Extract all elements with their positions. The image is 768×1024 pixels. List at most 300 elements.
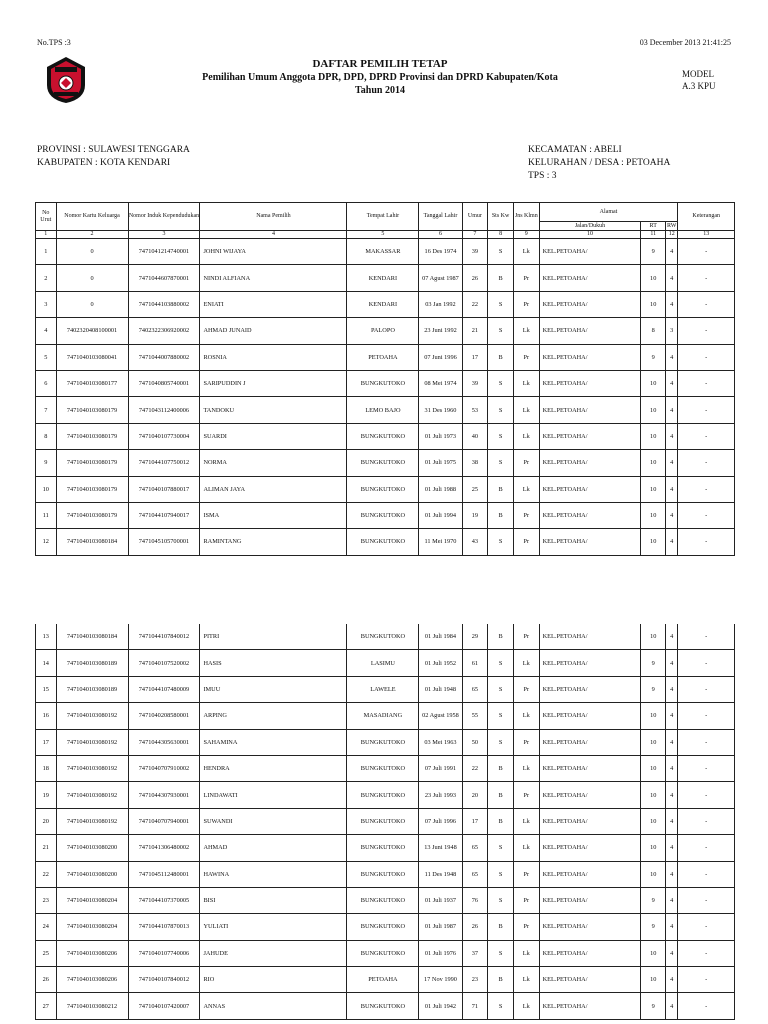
cell-keterangan: - (678, 370, 735, 396)
cell-jns-klmn: Pr (513, 861, 539, 887)
cell-tempat-lahir: BUNGKUTOKO (347, 914, 419, 940)
cell-nik: 7471041306480002 (128, 835, 200, 861)
cell-no: 12 (36, 529, 57, 555)
header-rt: RT (641, 222, 666, 231)
header-umur: Umur (462, 203, 488, 231)
cell-tempat-lahir: BUNGKUTOKO (347, 529, 419, 555)
cell-nik: 7471045112480001 (128, 861, 200, 887)
cell-keterangan: - (678, 291, 735, 317)
cell-tanggal-lahir: 01 Juli 1948 (419, 676, 462, 702)
cell-sts-kw: S (488, 370, 514, 396)
cell-alamat: KEL.PETOAHA/ (539, 624, 641, 650)
cell-jns-klmn: Pr (513, 887, 539, 913)
cell-nama: LINDAWATI (200, 782, 347, 808)
cell-nomor-kk: 7471040103080192 (56, 808, 128, 834)
cell-umur: 22 (462, 291, 488, 317)
cell-umur: 22 (462, 755, 488, 781)
cell-jns-klmn: Pr (513, 729, 539, 755)
cell-no: 1 (36, 239, 57, 265)
cell-rw: 4 (666, 967, 678, 993)
cell-tanggal-lahir: 01 Juli 1987 (419, 914, 462, 940)
cell-keterangan: - (678, 835, 735, 861)
cell-keterangan: - (678, 993, 735, 1019)
cell-rt: 10 (641, 703, 666, 729)
header-tempat-lahir: Tempat Lahir (347, 203, 419, 231)
cell-nama: ALIMAN JAYA (200, 476, 347, 502)
cell-alamat: KEL.PETOAHA/ (539, 993, 641, 1019)
cell-keterangan: - (678, 476, 735, 502)
cell-nik: 7471044107480009 (128, 676, 200, 702)
cell-nik: 7471044107870013 (128, 914, 200, 940)
cell-jns-klmn: Lk (513, 808, 539, 834)
cell-nama: RAMINTANG (200, 529, 347, 555)
cell-nama: ISMA (200, 502, 347, 528)
cell-tanggal-lahir: 01 Juli 1975 (419, 450, 462, 476)
cell-rw: 4 (666, 729, 678, 755)
cell-nomor-kk: 7471040103080179 (56, 450, 128, 476)
cell-rw: 4 (666, 239, 678, 265)
column-number: 9 (513, 231, 539, 239)
cell-rt: 10 (641, 291, 666, 317)
cell-nomor-kk: 7471040103080179 (56, 397, 128, 423)
cell-tempat-lahir: BUNGKUTOKO (347, 861, 419, 887)
cell-rw: 4 (666, 502, 678, 528)
cell-alamat: KEL.PETOAHA/ (539, 529, 641, 555)
cell-rw: 4 (666, 529, 678, 555)
header-no-urut: No Urut (36, 203, 57, 231)
cell-umur: 65 (462, 835, 488, 861)
cell-keterangan: - (678, 887, 735, 913)
cell-sts-kw: S (488, 650, 514, 676)
cell-nama: IMUU (200, 676, 347, 702)
cell-keterangan: - (678, 940, 735, 966)
cell-tanggal-lahir: 01 Juli 1976 (419, 940, 462, 966)
cell-no: 26 (36, 967, 57, 993)
header-nomor-kk: Nomor Kartu Keluarga (56, 203, 128, 231)
cell-no: 25 (36, 940, 57, 966)
cell-nik: 7471040208580001 (128, 703, 200, 729)
cell-rw: 4 (666, 703, 678, 729)
cell-no: 16 (36, 703, 57, 729)
cell-jns-klmn: Lk (513, 370, 539, 396)
cell-rw: 4 (666, 476, 678, 502)
cell-nama: AHMAD (200, 835, 347, 861)
cell-rw: 4 (666, 370, 678, 396)
document-year: Tahun 2014 (355, 85, 405, 96)
cell-umur: 29 (462, 624, 488, 650)
cell-sts-kw: S (488, 397, 514, 423)
cell-tempat-lahir: BUNGKUTOKO (347, 624, 419, 650)
cell-alamat: KEL.PETOAHA/ (539, 808, 641, 834)
cell-rt: 10 (641, 265, 666, 291)
cell-nama: YULIATI (200, 914, 347, 940)
kelurahan-label: KELURAHAN / DESA : PETOAHA (528, 158, 671, 168)
cell-alamat: KEL.PETOAHA/ (539, 676, 641, 702)
cell-nomor-kk: 7471040103080212 (56, 993, 128, 1019)
cell-tempat-lahir: LEMO BAJO (347, 397, 419, 423)
cell-umur: 20 (462, 782, 488, 808)
table-row (36, 887, 735, 913)
cell-rw: 4 (666, 344, 678, 370)
cell-rw: 4 (666, 397, 678, 423)
cell-nik: 7471044607870001 (128, 265, 200, 291)
cell-umur: 65 (462, 861, 488, 887)
cell-rw: 4 (666, 755, 678, 781)
cell-nomor-kk: 7471040103080200 (56, 835, 128, 861)
cell-nama: SARIPUDDIN J (200, 370, 347, 396)
cell-alamat: KEL.PETOAHA/ (539, 265, 641, 291)
cell-nama: TANDOKU (200, 397, 347, 423)
cell-nama: NORMA (200, 450, 347, 476)
cell-keterangan: - (678, 861, 735, 887)
cell-sts-kw: B (488, 265, 514, 291)
document-subtitle: Pemilihan Umum Anggota DPR, DPD, DPRD Provinsi dan DPRD Kabupaten/Kota (202, 72, 558, 83)
table-row (36, 861, 735, 887)
cell-nik: 7471041214740001 (128, 239, 200, 265)
cell-tempat-lahir: BUNGKUTOKO (347, 887, 419, 913)
cell-umur: 26 (462, 914, 488, 940)
cell-alamat: KEL.PETOAHA/ (539, 318, 641, 344)
cell-nomor-kk: 7402320408100001 (56, 318, 128, 344)
table-row (36, 676, 735, 702)
cell-keterangan: - (678, 502, 735, 528)
cell-nama: JAHUDE (200, 940, 347, 966)
cell-no: 9 (36, 450, 57, 476)
cell-jns-klmn: Lk (513, 940, 539, 966)
cell-umur: 76 (462, 887, 488, 913)
table-row (36, 476, 735, 502)
column-number: 6 (419, 231, 462, 239)
cell-tanggal-lahir: 01 Juli 1937 (419, 887, 462, 913)
cell-no: 6 (36, 370, 57, 396)
cell-keterangan: - (678, 729, 735, 755)
cell-no: 24 (36, 914, 57, 940)
table-row (36, 967, 735, 993)
cell-nomor-kk: 7471040103080041 (56, 344, 128, 370)
table-row (36, 940, 735, 966)
table-row (36, 729, 735, 755)
cell-jns-klmn: Lk (513, 835, 539, 861)
cell-tanggal-lahir: 01 Juli 1952 (419, 650, 462, 676)
cell-alamat: KEL.PETOAHA/ (539, 940, 641, 966)
cell-umur: 50 (462, 729, 488, 755)
cell-jns-klmn: Lk (513, 476, 539, 502)
cell-umur: 19 (462, 502, 488, 528)
cell-sts-kw: S (488, 318, 514, 344)
cell-nama: ENIATI (200, 291, 347, 317)
cell-sts-kw: S (488, 835, 514, 861)
table-row (36, 993, 735, 1019)
cell-nama: RIO (200, 967, 347, 993)
cell-no: 13 (36, 624, 57, 650)
cell-nik: 7471044107940017 (128, 502, 200, 528)
cell-nik: 7471044107370005 (128, 887, 200, 913)
cell-rt: 10 (641, 370, 666, 396)
cell-sts-kw: B (488, 476, 514, 502)
cell-nomor-kk: 7471040103080184 (56, 529, 128, 555)
cell-nama: SAHAMINA (200, 729, 347, 755)
cell-tempat-lahir: KENDARI (347, 265, 419, 291)
table-row (36, 502, 735, 528)
model-label: MODEL (682, 69, 714, 79)
cell-tempat-lahir: BUNGKUTOKO (347, 755, 419, 781)
cell-jns-klmn: Lk (513, 318, 539, 344)
cell-umur: 53 (462, 397, 488, 423)
cell-tempat-lahir: BUNGKUTOKO (347, 729, 419, 755)
cell-tempat-lahir: BUNGKUTOKO (347, 423, 419, 449)
cell-umur: 65 (462, 676, 488, 702)
cell-alamat: KEL.PETOAHA/ (539, 703, 641, 729)
cell-alamat: KEL.PETOAHA/ (539, 423, 641, 449)
cell-tanggal-lahir: 17 Nov 1990 (419, 967, 462, 993)
cell-rw: 4 (666, 835, 678, 861)
document-title: DAFTAR PEMILIH TETAP (312, 58, 448, 70)
cell-alamat: KEL.PETOAHA/ (539, 370, 641, 396)
cell-tanggal-lahir: 01 Juli 1988 (419, 476, 462, 502)
cell-nik: 7471040107880017 (128, 476, 200, 502)
cell-tanggal-lahir: 08 Mei 1974 (419, 370, 462, 396)
cell-rt: 8 (641, 318, 666, 344)
cell-nik: 7471040805740001 (128, 370, 200, 396)
cell-alamat: KEL.PETOAHA/ (539, 397, 641, 423)
cell-nomor-kk: 7471040103080204 (56, 887, 128, 913)
cell-nama: SUWANDI (200, 808, 347, 834)
cell-keterangan: - (678, 782, 735, 808)
cell-rt: 9 (641, 344, 666, 370)
cell-tempat-lahir: BUNGKUTOKO (347, 476, 419, 502)
cell-jns-klmn: Lk (513, 703, 539, 729)
cell-tanggal-lahir: 03 Mei 1963 (419, 729, 462, 755)
cell-jns-klmn: Pr (513, 529, 539, 555)
cell-nomor-kk: 7471040103080206 (56, 940, 128, 966)
cell-umur: 25 (462, 476, 488, 502)
kpu-logo-icon (45, 55, 87, 105)
header-sts-kw: Sts Kw (488, 203, 514, 231)
provinsi-label: PROVINSI : SULAWESI TENGGARA (37, 145, 190, 155)
cell-keterangan: - (678, 914, 735, 940)
cell-umur: 61 (462, 650, 488, 676)
cell-nik: 7471043112400006 (128, 397, 200, 423)
table-row (36, 291, 735, 317)
table-row (36, 423, 735, 449)
column-number: 7 (462, 231, 488, 239)
cell-tanggal-lahir: 13 Juni 1948 (419, 835, 462, 861)
cell-keterangan: - (678, 755, 735, 781)
cell-sts-kw: S (488, 291, 514, 317)
cell-jns-klmn: Pr (513, 450, 539, 476)
cell-tanggal-lahir: 23 Juli 1993 (419, 782, 462, 808)
cell-nik: 7471040107520002 (128, 650, 200, 676)
cell-sts-kw: S (488, 940, 514, 966)
cell-rt: 10 (641, 967, 666, 993)
cell-nomor-kk: 7471040103080206 (56, 967, 128, 993)
column-number: 11 (641, 231, 666, 239)
cell-tempat-lahir: BUNGKUTOKO (347, 808, 419, 834)
cell-jns-klmn: Lk (513, 423, 539, 449)
cell-keterangan: - (678, 529, 735, 555)
column-number: 1 (36, 231, 57, 239)
cell-rt: 10 (641, 808, 666, 834)
cell-nama: JOHNI WIJAYA (200, 239, 347, 265)
cell-tanggal-lahir: 02 Agust 1958 (419, 703, 462, 729)
cell-rt: 9 (641, 887, 666, 913)
cell-rw: 4 (666, 914, 678, 940)
header-nama: Nama Pemilih (200, 203, 347, 231)
cell-nomor-kk: 7471040103080204 (56, 914, 128, 940)
cell-jns-klmn: Lk (513, 650, 539, 676)
cell-nomor-kk: 7471040103080179 (56, 502, 128, 528)
cell-jns-klmn: Lk (513, 755, 539, 781)
cell-sts-kw: B (488, 808, 514, 834)
cell-alamat: KEL.PETOAHA/ (539, 835, 641, 861)
cell-tempat-lahir: BUNGKUTOKO (347, 370, 419, 396)
cell-rt: 9 (641, 239, 666, 265)
cell-keterangan: - (678, 265, 735, 291)
cell-alamat: KEL.PETOAHA/ (539, 344, 641, 370)
cell-nik: 7471044103880002 (128, 291, 200, 317)
cell-no: 27 (36, 993, 57, 1019)
cell-no: 11 (36, 502, 57, 528)
cell-sts-kw: S (488, 887, 514, 913)
cell-rt: 10 (641, 397, 666, 423)
cell-tempat-lahir: KENDARI (347, 291, 419, 317)
cell-keterangan: - (678, 650, 735, 676)
cell-rw: 4 (666, 887, 678, 913)
table-row (36, 808, 735, 834)
table-row (36, 344, 735, 370)
cell-alamat: KEL.PETOAHA/ (539, 291, 641, 317)
cell-rw: 4 (666, 650, 678, 676)
cell-nomor-kk: 7471040103080179 (56, 476, 128, 502)
table-row (36, 782, 735, 808)
cell-tanggal-lahir: 11 Mei 1970 (419, 529, 462, 555)
cell-nama: HAWINA (200, 861, 347, 887)
cell-keterangan: - (678, 397, 735, 423)
cell-nik: 7471045105700001 (128, 529, 200, 555)
cell-jns-klmn: Pr (513, 291, 539, 317)
cell-tanggal-lahir: 03 Jan 1992 (419, 291, 462, 317)
cell-tempat-lahir: MASADIANG (347, 703, 419, 729)
cell-nama: ARPING (200, 703, 347, 729)
cell-nama: NINDI ALFIANA (200, 265, 347, 291)
cell-nik: 7471044307930001 (128, 782, 200, 808)
cell-rt: 10 (641, 755, 666, 781)
cell-no: 3 (36, 291, 57, 317)
column-number: 10 (539, 231, 641, 239)
cell-sts-kw: B (488, 755, 514, 781)
column-number: 5 (347, 231, 419, 239)
cell-umur: 23 (462, 967, 488, 993)
table-row (36, 239, 735, 265)
cell-no: 15 (36, 676, 57, 702)
cell-nama: HASIS (200, 650, 347, 676)
cell-sts-kw: S (488, 529, 514, 555)
cell-jns-klmn: Pr (513, 782, 539, 808)
cell-nama: AHMAD JUNAID (200, 318, 347, 344)
cell-no: 23 (36, 887, 57, 913)
column-number: 2 (56, 231, 128, 239)
cell-nomor-kk: 0 (56, 291, 128, 317)
cell-nik: 7402322306920002 (128, 318, 200, 344)
cell-alamat: KEL.PETOAHA/ (539, 861, 641, 887)
cell-rt: 10 (641, 423, 666, 449)
cell-sts-kw: B (488, 344, 514, 370)
cell-nomor-kk: 7471040103080179 (56, 423, 128, 449)
cell-no: 10 (36, 476, 57, 502)
table-row (36, 318, 735, 344)
cell-rw: 4 (666, 624, 678, 650)
cell-rt: 10 (641, 476, 666, 502)
cell-umur: 38 (462, 450, 488, 476)
column-number: 8 (488, 231, 514, 239)
cell-no: 20 (36, 808, 57, 834)
cell-keterangan: - (678, 318, 735, 344)
cell-no: 4 (36, 318, 57, 344)
cell-tanggal-lahir: 31 Des 1960 (419, 397, 462, 423)
table-row (36, 914, 735, 940)
cell-nama: SUARDI (200, 423, 347, 449)
cell-no: 8 (36, 423, 57, 449)
cell-alamat: KEL.PETOAHA/ (539, 914, 641, 940)
model-code: A.3 KPU (682, 81, 716, 91)
cell-alamat: KEL.PETOAHA/ (539, 476, 641, 502)
cell-nik: 7471044107750012 (128, 450, 200, 476)
cell-keterangan: - (678, 808, 735, 834)
cell-no: 18 (36, 755, 57, 781)
print-timestamp: 03 December 2013 21:41:25 (639, 38, 731, 47)
kecamatan-label: KECAMATAN : ABELI (528, 145, 622, 155)
cell-nomor-kk: 0 (56, 265, 128, 291)
cell-keterangan: - (678, 967, 735, 993)
cell-rw: 4 (666, 808, 678, 834)
cell-nik: 7471040107420007 (128, 993, 200, 1019)
table-row (36, 370, 735, 396)
cell-tanggal-lahir: 01 Juli 1942 (419, 993, 462, 1019)
cell-tanggal-lahir: 01 Juli 1973 (419, 423, 462, 449)
header-keterangan: Keterangan (678, 203, 735, 231)
cell-rw: 4 (666, 940, 678, 966)
cell-sts-kw: B (488, 914, 514, 940)
cell-nama: ANNAS (200, 993, 347, 1019)
cell-tanggal-lahir: 23 Juni 1992 (419, 318, 462, 344)
cell-sts-kw: S (488, 861, 514, 887)
cell-alamat: KEL.PETOAHA/ (539, 887, 641, 913)
cell-rw: 4 (666, 861, 678, 887)
cell-rw: 4 (666, 291, 678, 317)
cell-keterangan: - (678, 676, 735, 702)
voter-table-part-2 (35, 624, 735, 1020)
cell-jns-klmn: Lk (513, 967, 539, 993)
cell-umur: 39 (462, 370, 488, 396)
cell-umur: 71 (462, 993, 488, 1019)
table-row (36, 835, 735, 861)
cell-tempat-lahir: BUNGKUTOKO (347, 782, 419, 808)
cell-nomor-kk: 7471040103080200 (56, 861, 128, 887)
cell-nomor-kk: 7471040103080189 (56, 676, 128, 702)
voter-table-part-1 (35, 202, 735, 556)
cell-tanggal-lahir: 07 Agust 1987 (419, 265, 462, 291)
cell-nama: ROSNIA (200, 344, 347, 370)
cell-nik: 7471040107730004 (128, 423, 200, 449)
cell-sts-kw: S (488, 423, 514, 449)
cell-nik: 7471040707940001 (128, 808, 200, 834)
cell-rw: 4 (666, 676, 678, 702)
cell-tempat-lahir: LASIMU (347, 650, 419, 676)
table-row (36, 624, 735, 650)
cell-alamat: KEL.PETOAHA/ (539, 502, 641, 528)
cell-tanggal-lahir: 01 Juli 1984 (419, 624, 462, 650)
cell-nama: HENDRA (200, 755, 347, 781)
